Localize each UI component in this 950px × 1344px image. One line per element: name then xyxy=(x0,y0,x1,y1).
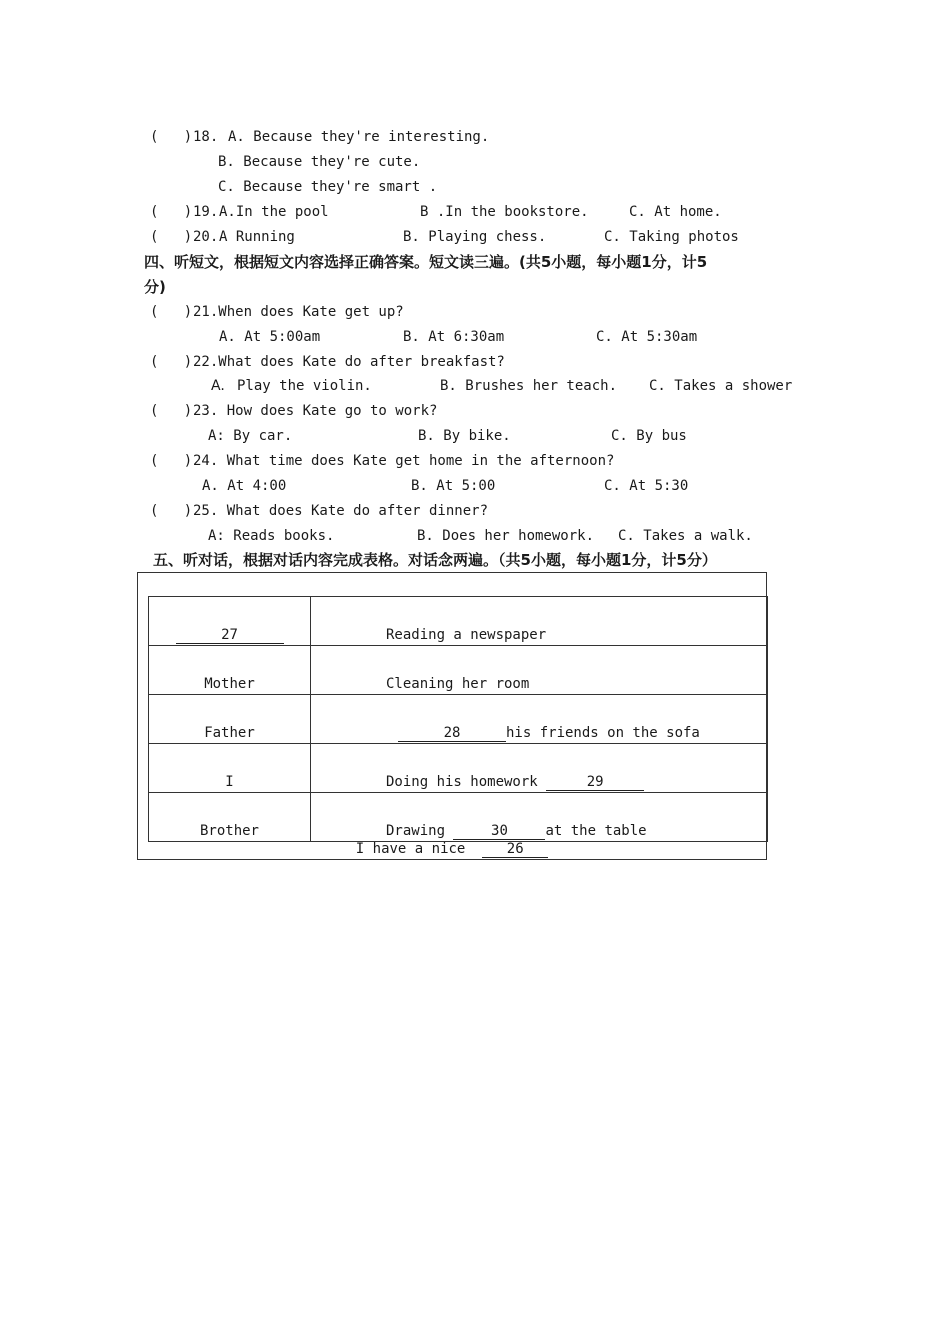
q22-stem: 22.What does Kate do after breakfast? xyxy=(193,354,505,370)
answer-blank-28[interactable]: 28 xyxy=(398,725,506,742)
q18-paren: ( ) xyxy=(150,129,193,145)
q22-paren: ( ) xyxy=(150,354,193,370)
q21-option-c: C. At 5:30am xyxy=(596,329,698,345)
q22-option-c: C. Takes a shower xyxy=(649,378,793,394)
q25-paren: ( ) xyxy=(150,503,193,519)
q22-option-b: B. Brushes her teach. xyxy=(440,378,618,394)
activity-cell xyxy=(311,597,768,646)
q21-stem: 21.When does Kate get up? xyxy=(193,304,404,320)
who-text: I xyxy=(225,774,234,790)
q20-option-a: A Running xyxy=(219,229,295,245)
activity-cell xyxy=(311,793,768,842)
who-cell xyxy=(149,646,311,695)
q19-option-a: A.In the pool xyxy=(219,204,329,220)
q24-stem: 24. What time does Kate get home in the afternoon? xyxy=(193,453,615,469)
who-cell xyxy=(149,695,311,744)
q25-option-a: A: Reads books. xyxy=(208,528,335,544)
answer-blank-30[interactable]: 30 xyxy=(453,823,545,840)
q20-option-c: C. Taking photos xyxy=(604,229,739,245)
activity-text: Doing his homework xyxy=(386,774,538,790)
q21-paren: ( ) xyxy=(150,304,193,320)
q23-paren: ( ) xyxy=(150,403,193,419)
q23-option-b: B. By bike. xyxy=(418,428,511,444)
q19-number: 19. xyxy=(193,204,219,220)
q20-option-b: B. Playing chess. xyxy=(403,229,547,245)
section4-heading-line2: 分) xyxy=(144,278,166,296)
who-cell xyxy=(149,793,311,842)
activity-text: his friends on the sofa xyxy=(506,725,700,741)
q18-option-c: C. Because they're smart . xyxy=(218,179,438,195)
table-row xyxy=(149,695,768,744)
q24-option-c: C. At 5:30 xyxy=(604,478,689,494)
section4-heading-line1: 四、听短文，根据短文内容选择正确答案。短文读三遍。(共5小题，每小题1分，计5 xyxy=(144,253,708,271)
q19-option-b: B .In the bookstore. xyxy=(420,204,589,220)
q24-paren: ( ) xyxy=(150,453,193,469)
section5-heading: 五、听对话，根据对话内容完成表格。对话念两遍。（共5小题，每小题1分，计5分） xyxy=(153,551,717,569)
answer-blank-29[interactable]: 29 xyxy=(546,774,644,791)
q25-stem: 25. What does Kate do after dinner? xyxy=(193,503,489,519)
table-row xyxy=(149,597,768,646)
q23-option-a: A: By car. xyxy=(208,428,293,444)
table-row xyxy=(149,744,768,793)
q21-option-a: A. At 5:00am xyxy=(219,329,321,345)
listening-table xyxy=(148,596,768,842)
q23-stem: 23. How does Kate go to work? xyxy=(193,403,438,419)
activity-text: Reading a newspaper xyxy=(386,627,547,643)
who-text: Mother xyxy=(204,676,255,692)
answer-blank-27[interactable]: 27 xyxy=(176,627,284,644)
footer-text: I have a nice xyxy=(355,841,466,857)
q25-option-b: B. Does her homework. xyxy=(417,528,595,544)
q22-option-a-letter: A. xyxy=(211,378,225,394)
q20-number: 20. xyxy=(193,229,219,245)
q24-option-b: B. At 5:00 xyxy=(411,478,496,494)
activity-text: Cleaning her room xyxy=(386,676,530,692)
q22-option-a: Play the violin. xyxy=(237,378,372,394)
who-cell xyxy=(149,744,311,793)
activity-cell xyxy=(311,744,768,793)
activity-cell xyxy=(311,695,768,744)
q24-option-a: A. At 4:00 xyxy=(202,478,287,494)
q18-number: 18. xyxy=(193,129,219,145)
table-footer xyxy=(137,840,767,858)
activity-cell xyxy=(311,646,768,695)
activity-text: Drawing xyxy=(386,823,446,839)
who-cell xyxy=(149,597,311,646)
table-row xyxy=(149,646,768,695)
q18-option-a: A. Because they're interesting. xyxy=(228,129,490,145)
who-text: Father xyxy=(204,725,255,741)
q25-option-c: C. Takes a walk. xyxy=(618,528,753,544)
q18-option-b: B. Because they're cute. xyxy=(218,154,421,170)
who-text: Brother xyxy=(199,823,259,839)
answer-blank-26[interactable]: 26 xyxy=(482,841,548,858)
q19-paren: ( ) xyxy=(150,204,193,220)
table-row xyxy=(149,793,768,842)
q19-option-c: C. At home. xyxy=(629,204,722,220)
q20-paren: ( ) xyxy=(150,229,193,245)
activity-text: at the table xyxy=(545,823,647,839)
q23-option-c: C. By bus xyxy=(611,428,687,444)
q21-option-b: B. At 6:30am xyxy=(403,329,505,345)
